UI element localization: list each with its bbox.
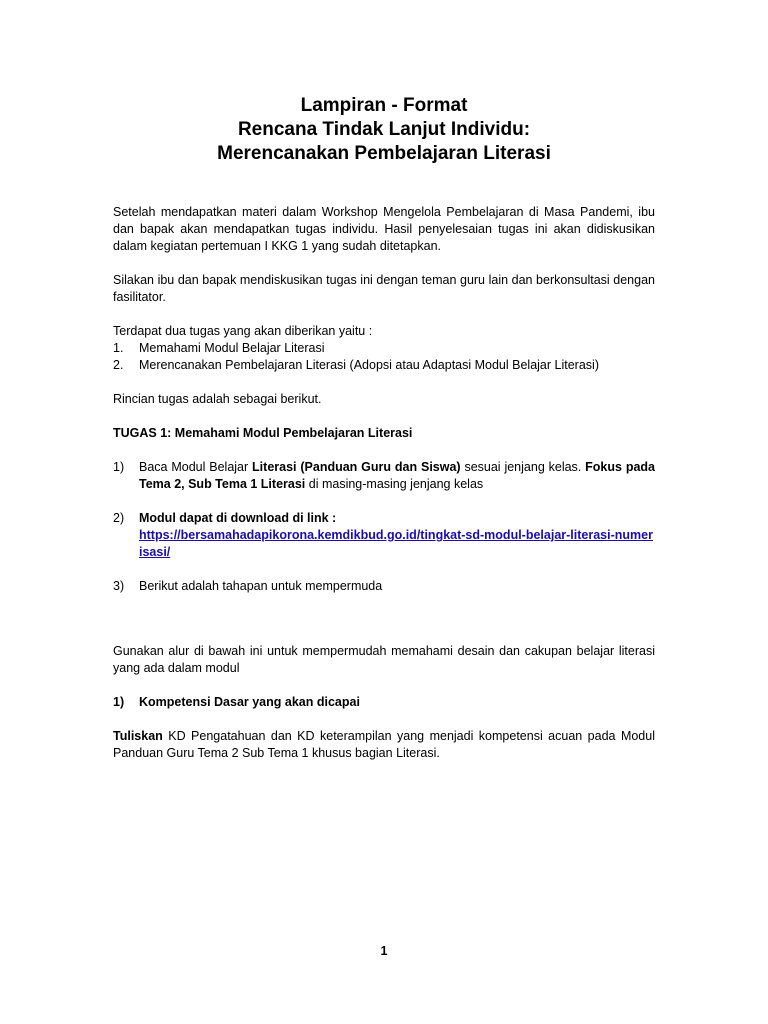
tugas1-item-1: 1) Baca Modul Belajar Literasi (Panduan Guru dan Siswa) sesuai jenjang kelas. Fokus pada Tema 2, Sub Tema 1 Literasi di masing-masing jenjang kelas: [113, 460, 656, 491]
document-title: [0, 94, 768, 166]
download-label: Modul dapat di download di link :: [139, 511, 337, 525]
alur-paragraph: Gunakan alur di bawah ini untuk mempermudah memahami desain dan cakupan belajar literasi yang ada dalam modul: [113, 644, 655, 675]
page-number: 1: [380, 944, 388, 958]
tugas1-item-2: 2) Modul dapat di download di link : https://bersamahadapikorona.kemdikbud.go.id/tingkat-sd-modul-belajar-literasi-numerisasi/: [113, 510, 655, 561]
intro-paragraph-4: Rincian tugas adalah sebagai berikut.: [113, 392, 322, 406]
task-list: [113, 340, 655, 374]
title-line-2: Rencana Tindak Lanjut Individu:: [237, 119, 531, 140]
kompetensi-heading: 1) Kompetensi Dasar yang akan dicapai: [113, 695, 360, 709]
list-item: 1. Memahami Modul Belajar Literasi: [113, 341, 325, 355]
module-download-link[interactable]: https://bersamahadapikorona.kemdikbud.go.id/tingkat-sd-modul-belajar-literasi-numerisasi/: [139, 528, 653, 559]
title-line-1: Lampiran - Format: [300, 95, 468, 116]
tugas1-heading: TUGAS 1: Memahami Modul Pembelajaran Literasi: [113, 426, 413, 440]
document-body: [113, 204, 655, 762]
intro-paragraph-1: Setelah mendapatkan materi dalam Workshop Mengelola Pembelajaran di Masa Pandemi, ibu dan bapak akan mendapatkan tugas individu. Hasil penyelesaian tugas ini akan didiskusikan dalam kegiatan pertemuan I KKG 1 yang sudah ditetapkan.: [113, 205, 655, 253]
intro-paragraph-3: Terdapat dua tugas yang akan diberikan yaitu :: [113, 324, 373, 338]
list-item: 2. Merencanakan Pembelajaran Literasi (Adopsi atau Adaptasi Modul Belajar Literasi): [113, 358, 599, 372]
kompetensi-instruction: Tuliskan KD Pengatahuan dan KD keterampilan yang menjadi kompetensi acuan pada Modul Panduan Guru Tema 2 Sub Tema 1 khusus bagian Literasi.: [113, 729, 655, 760]
intro-paragraph-2: Silakan ibu dan bapak mendiskusikan tugas ini dengan teman guru lain dan berkonsultasi dengan fasilitator.: [113, 273, 655, 304]
tugas1-item-3: 3) Berikut adalah tahapan untuk mempermuda: [113, 579, 383, 593]
title-line-3: Merencanakan Pembelajaran Literasi: [217, 143, 551, 164]
